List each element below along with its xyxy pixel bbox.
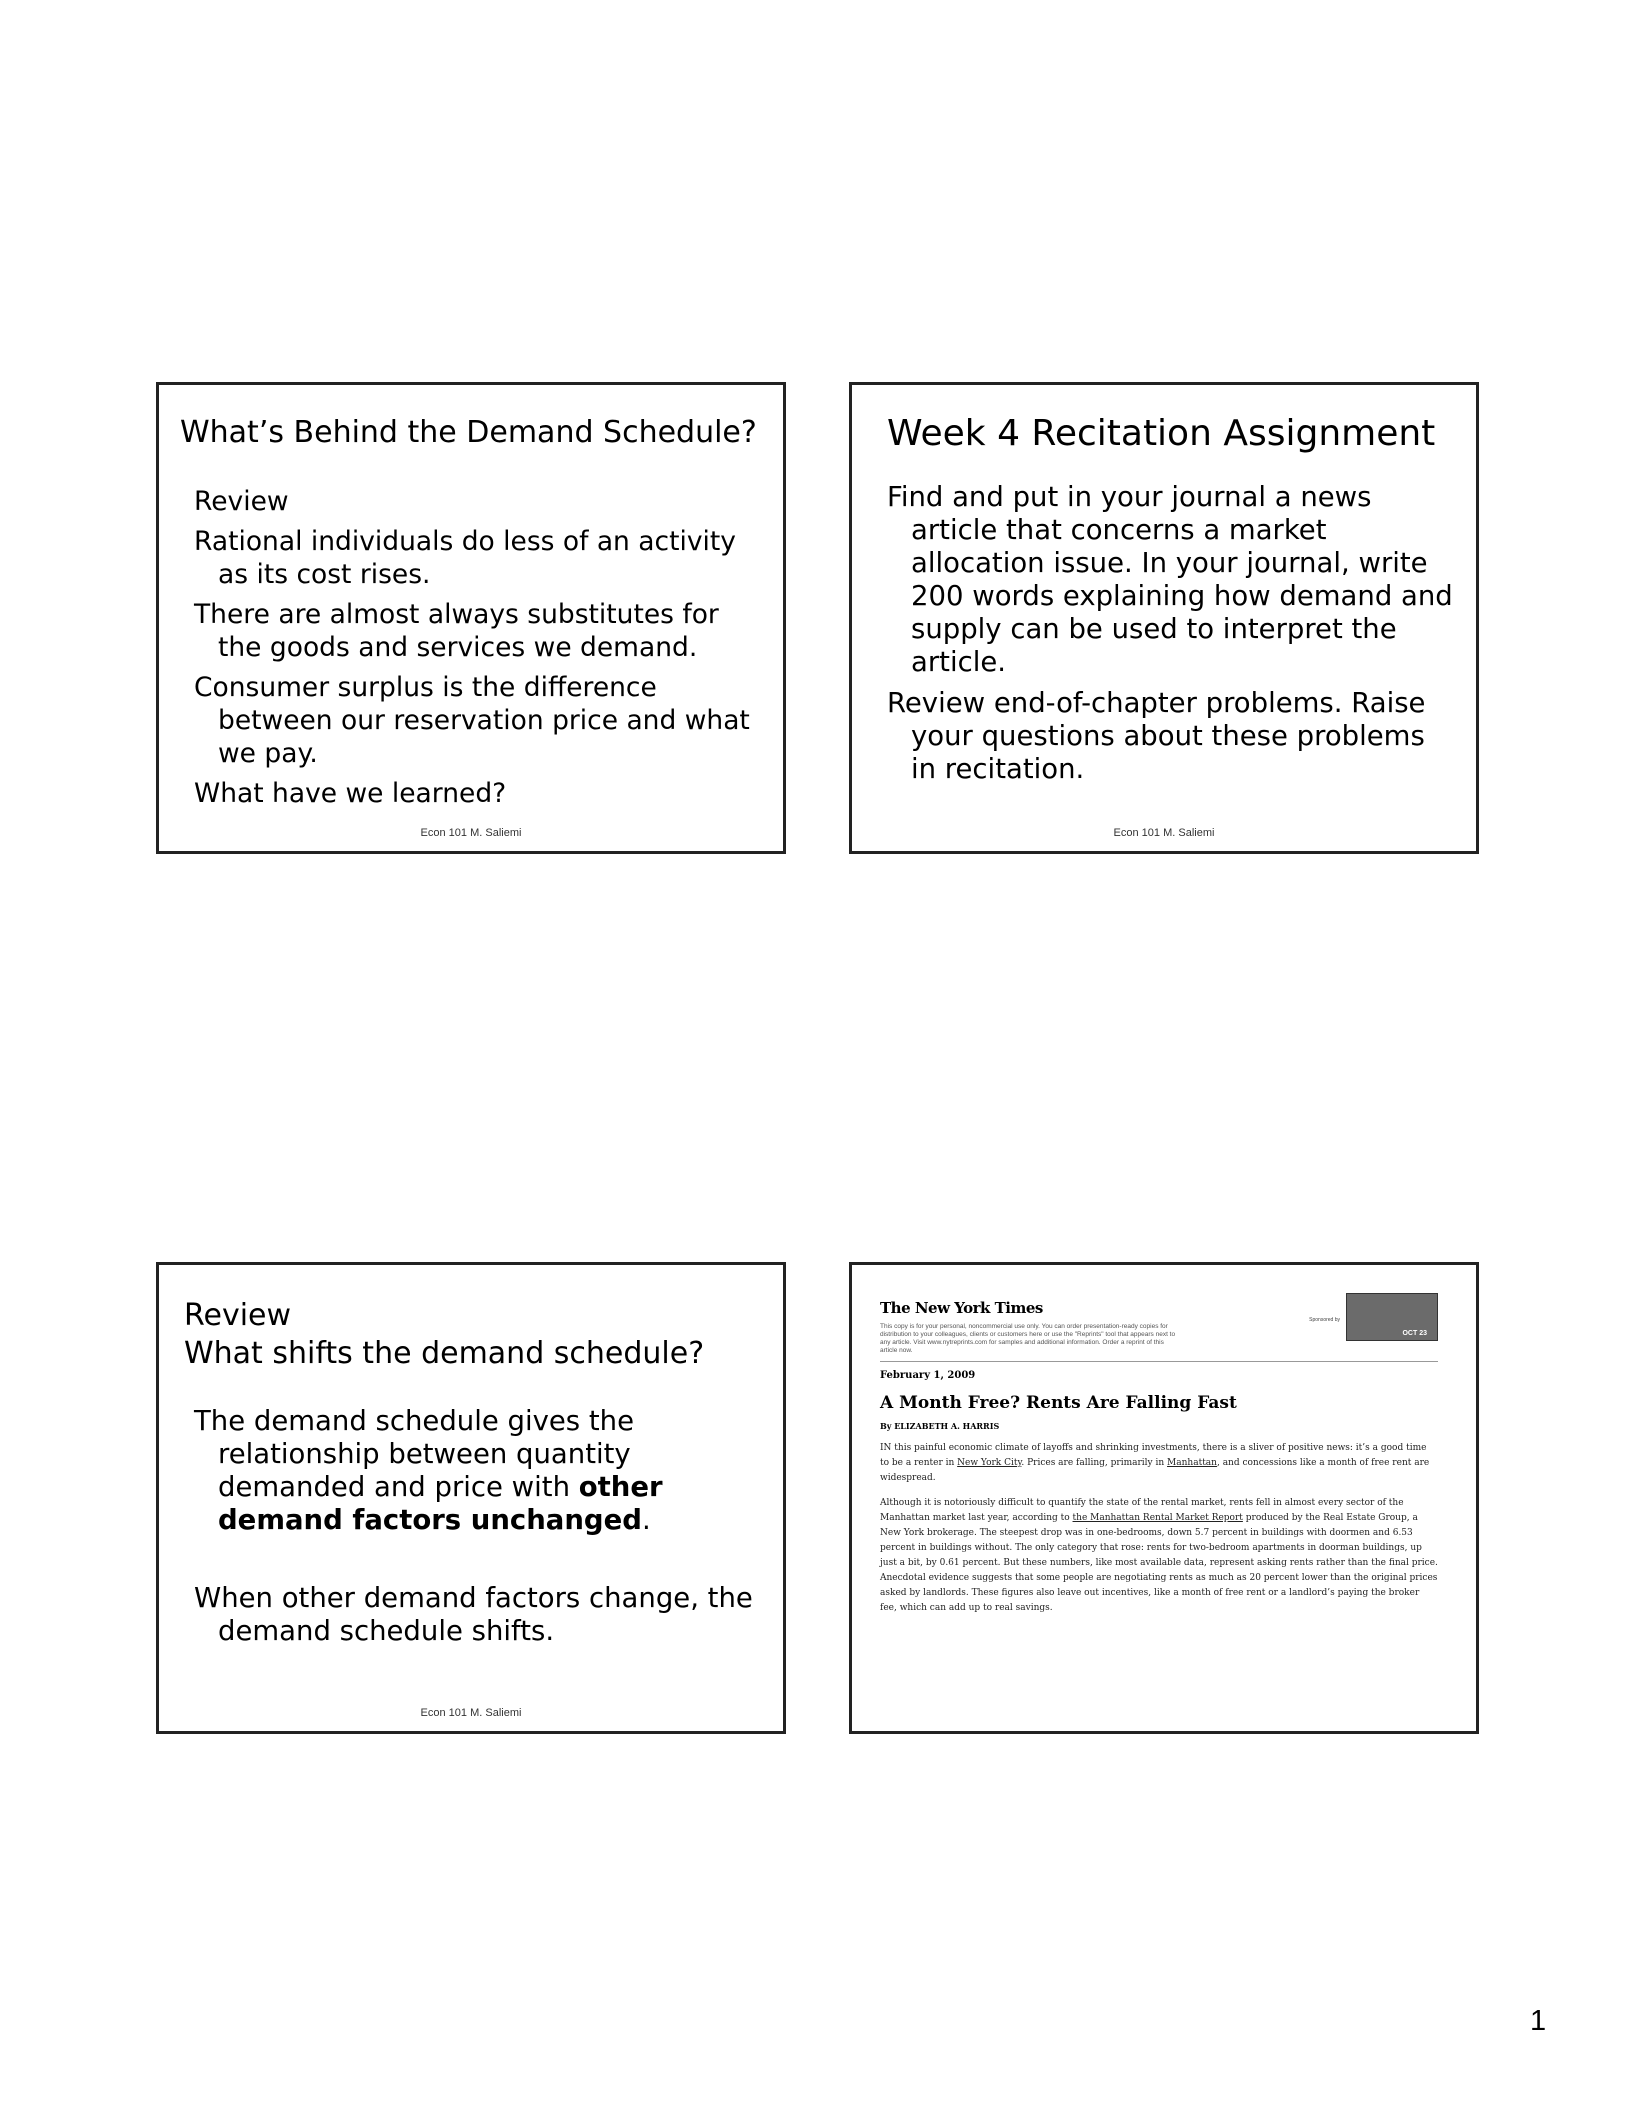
article-text: , and concessions like a month of free rent are widespread. — [880, 1458, 1430, 1483]
bullet-text: . — [641, 1504, 651, 1536]
bullet-item: Review end-of-chapter problems. Raise your questions about these problems in recitation. — [887, 687, 1426, 785]
slide-title-line: Review — [184, 1298, 292, 1333]
slide-footer: Econ 101 M. Saliemi — [1113, 827, 1215, 839]
bullet-item: There are almost always substitutes for the goods and services we demand. — [194, 599, 719, 663]
slide-news-article — [849, 1262, 1479, 1734]
article-text: Although it is notoriously difficult to quantify the state of the rental market, rents fell in almost every sector of the Manhattan market last year, according to — [880, 1498, 1404, 1523]
article-link[interactable]: Manhattan — [1167, 1458, 1217, 1468]
article-link[interactable]: the Manhattan Rental Market Report — [1072, 1513, 1243, 1523]
slide-demand-schedule — [156, 382, 786, 854]
bullet-emphasis: other demand factors unchanged — [218, 1471, 663, 1536]
slide-demand-shifts — [156, 1262, 786, 1734]
bullet-item: What have we learned? — [194, 778, 507, 809]
slide-title — [184, 1297, 704, 1373]
article-text: . Prices are falling, primarily in — [1021, 1458, 1168, 1468]
advertisement-image — [1346, 1293, 1438, 1341]
bullet-list — [194, 1405, 763, 1693]
divider — [880, 1361, 1438, 1362]
ad-badge: OCT 23 — [1402, 1330, 1427, 1337]
slide-footer: Econ 101 M. Saliemi — [420, 1707, 522, 1719]
article-headline: A Month Free? Rents Are Falling Fast — [880, 1393, 1237, 1413]
slide-footer: Econ 101 M. Saliemi — [420, 827, 522, 839]
news-clipping — [880, 1299, 1438, 1616]
bullet-list — [887, 481, 1456, 794]
bullet-item: Consumer surplus is the difference between our reservation price and what we pay. — [194, 672, 750, 769]
newspaper-logo: The New York Times — [880, 1299, 1043, 1317]
article-link[interactable]: New York City — [957, 1458, 1022, 1468]
article-body — [880, 1441, 1438, 1616]
bullet-item: When other demand factors change, the demand schedule shifts. — [194, 1582, 753, 1647]
slide-title: Week 4 Recitation Assignment — [887, 413, 1436, 454]
bullet-text: The demand schedule gives the relationship between quantity demanded and price with — [194, 1405, 634, 1503]
article-date: February 1, 2009 — [880, 1370, 976, 1381]
article-byline: By ELIZABETH A. HARRIS — [880, 1421, 1000, 1431]
slide-title: What’s Behind the Demand Schedule? — [180, 415, 757, 450]
slide-recitation-assignment — [849, 382, 1479, 854]
article-paragraph — [880, 1441, 1438, 1486]
page-number: 1 — [1530, 2005, 1547, 2037]
article-paragraph — [880, 1496, 1438, 1616]
article-text: produced by the Real Estate Group, a New York brokerage. The steepest drop was in one-bedrooms, down 5.7 percent in buildings with doormen and 6.53 percent in buildings without. The only category that rose: rents for two-bedroom apartments in doorman buildings, up just a bit, by 0.61 percent. But these numbers, like most available data, represent asking rents rather than the final price. Anecdotal evidence suggests that some people are negotiating rents as much as 20 percent lower than the original prices asked by landlords. These figures also leave out incentives, like a month of free rent or a landlord’s paying the broker fee, which can add up to real savings. — [880, 1513, 1438, 1613]
ad-sponsor-label: Sponsored by — [1309, 1317, 1340, 1323]
bullet-item: Review — [194, 486, 289, 517]
bullet-item: Find and put in your journal a news article that concerns a market allocation issue. In your journal, write 200 words explaining how demand and supply can be used to interpret the article. — [887, 481, 1453, 678]
bullet-item: Rational individuals do less of an activity as its cost rises. — [194, 526, 736, 590]
slide-title-line: What shifts the demand schedule? — [184, 1336, 705, 1371]
bullet-list — [194, 485, 763, 817]
bullet-item — [194, 1405, 763, 1537]
reprint-note: This copy is for your personal, noncommercial use only. You can order presentation-ready copies for distribution to your colleagues, clients or customers here or use the "Reprints" tool that appears next to any article. Visit www.nytreprints.com for samples and additional information. Order a reprint of this article now. — [880, 1323, 1176, 1354]
article-text: IN this painful economic climate of layoffs and shrinking investments, there is a sliver of positive news: it’s a good time to be a renter in — [880, 1443, 1427, 1468]
